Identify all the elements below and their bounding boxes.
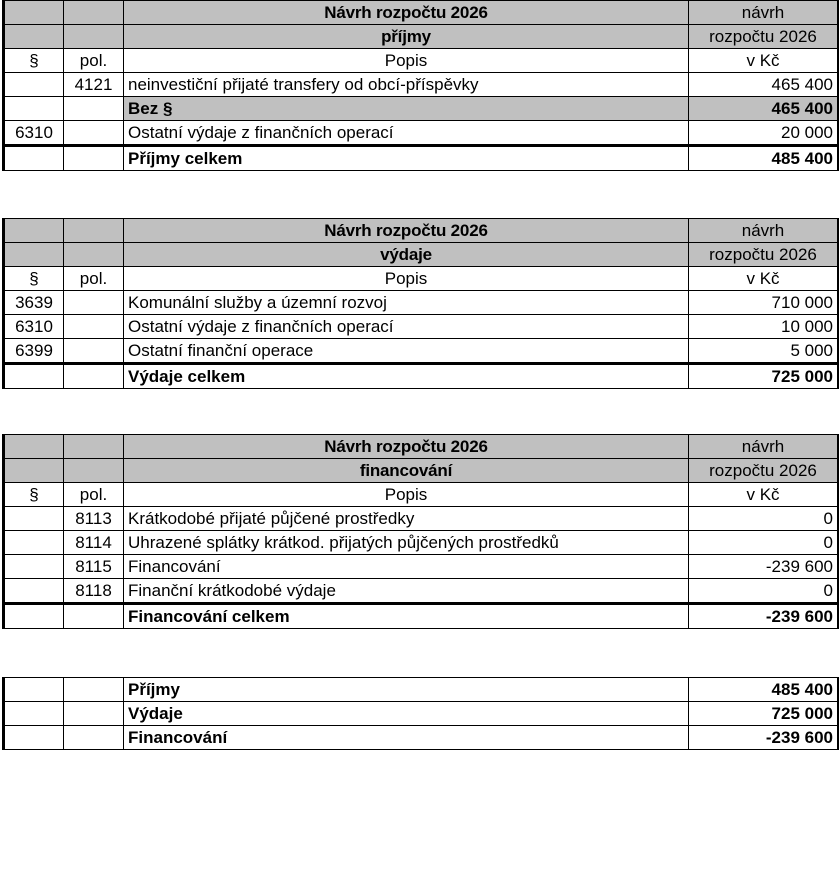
cell-value: 465 400: [689, 73, 839, 97]
table-subtitle: příjmy: [124, 25, 689, 49]
table-subtitle: financování: [124, 459, 689, 483]
column-label-pol: pol.: [64, 267, 124, 291]
cell-par: [4, 97, 64, 121]
cell-value: 0: [689, 507, 839, 531]
table-prijmy: [2, 0, 839, 171]
cell-pol: 8114: [64, 531, 124, 555]
total-value: -239 600: [689, 604, 839, 629]
header-right-line1: návrh: [689, 435, 839, 459]
table-header-row-subtitle: [4, 459, 839, 483]
column-label-val: v Kč: [689, 267, 839, 291]
header-right-line2: rozpočtu 2026: [689, 25, 839, 49]
header-par-blank-2: [4, 25, 64, 49]
header-par-blank-2: [4, 459, 64, 483]
cell-value: 710 000: [689, 291, 839, 315]
summary-row: [4, 726, 839, 750]
table-row: [4, 315, 839, 339]
table-row: [4, 507, 839, 531]
header-pol-blank-2: [64, 459, 124, 483]
cell-desc: Krátkodobé přijaté půjčené prostředky: [124, 507, 689, 531]
column-label-pol: pol.: [64, 49, 124, 73]
header-right-line2: rozpočtu 2026: [689, 243, 839, 267]
table-total-row: [4, 146, 839, 171]
cell-pol: 8118: [64, 579, 124, 604]
header-right-line1: návrh: [689, 1, 839, 25]
table-row: [4, 291, 839, 315]
total-label: Příjmy celkem: [124, 146, 689, 171]
cell-par: [4, 507, 64, 531]
cell-value: 10 000: [689, 315, 839, 339]
summary-row: [4, 702, 839, 726]
table-header-row-title: [4, 1, 839, 25]
column-label-desc: Popis: [124, 49, 689, 73]
column-label-par: §: [4, 49, 64, 73]
table-title: Návrh rozpočtu 2026: [124, 219, 689, 243]
cell-desc: neinvestiční přijaté transfery od obcí-příspěvky: [124, 73, 689, 97]
cell-par: 3639: [4, 291, 64, 315]
summary-label: Příjmy: [124, 678, 689, 702]
header-par-blank: [4, 219, 64, 243]
table-title: Návrh rozpočtu 2026: [124, 435, 689, 459]
table-row: [4, 579, 839, 604]
column-label-val: v Kč: [689, 49, 839, 73]
table-vydaje: [2, 218, 839, 389]
total-value: 725 000: [689, 364, 839, 389]
cell-desc: Uhrazené splátky krátkod. přijatých půjčených prostředků: [124, 531, 689, 555]
cell-pol: [64, 339, 124, 364]
column-label-row: [4, 49, 839, 73]
cell-par: [4, 726, 64, 750]
header-pol-blank-2: [64, 243, 124, 267]
table-gap: [0, 389, 839, 434]
table-total-row: [4, 604, 839, 629]
cell-pol: [64, 604, 124, 629]
header-pol-blank: [64, 219, 124, 243]
summary-value: 725 000: [689, 702, 839, 726]
table-header-row-subtitle: [4, 25, 839, 49]
cell-value: 0: [689, 531, 839, 555]
table-header-row-title: [4, 435, 839, 459]
cell-par: 6399: [4, 339, 64, 364]
table-title: Návrh rozpočtu 2026: [124, 1, 689, 25]
table-financovani: [2, 434, 839, 629]
cell-pol: 8113: [64, 507, 124, 531]
cell-pol: [64, 121, 124, 146]
table-gap: [0, 629, 839, 677]
header-right-line2: rozpočtu 2026: [689, 459, 839, 483]
cell-pol: [64, 678, 124, 702]
cell-desc: Financování: [124, 555, 689, 579]
summary-value: 485 400: [689, 678, 839, 702]
cell-par: 6310: [4, 315, 64, 339]
cell-desc: Bez §: [124, 97, 689, 121]
cell-desc: Finanční krátkodobé výdaje: [124, 579, 689, 604]
cell-par: [4, 73, 64, 97]
column-label-val: v Kč: [689, 483, 839, 507]
cell-pol: [64, 146, 124, 171]
table-gap: [0, 171, 839, 218]
table-header-row-title: [4, 219, 839, 243]
total-label: Výdaje celkem: [124, 364, 689, 389]
cell-value: 0: [689, 579, 839, 604]
table-row: [4, 555, 839, 579]
cell-desc: Ostatní finanční operace: [124, 339, 689, 364]
cell-value: 20 000: [689, 121, 839, 146]
column-label-par: §: [4, 267, 64, 291]
table-subtitle: výdaje: [124, 243, 689, 267]
header-par-blank-2: [4, 243, 64, 267]
column-label-desc: Popis: [124, 267, 689, 291]
table-row: [4, 531, 839, 555]
header-right-line1: návrh: [689, 219, 839, 243]
cell-pol: [64, 726, 124, 750]
total-value: 485 400: [689, 146, 839, 171]
cell-pol: 8115: [64, 555, 124, 579]
column-label-row: [4, 483, 839, 507]
cell-pol: [64, 315, 124, 339]
table-summary: [2, 677, 839, 750]
cell-par: [4, 146, 64, 171]
header-pol-blank-2: [64, 25, 124, 49]
summary-label: Výdaje: [124, 702, 689, 726]
column-label-pol: pol.: [64, 483, 124, 507]
cell-par: 6310: [4, 121, 64, 146]
column-label-row: [4, 267, 839, 291]
cell-par: [4, 364, 64, 389]
cell-par: [4, 604, 64, 629]
cell-desc: Ostatní výdaje z finančních operací: [124, 121, 689, 146]
cell-par: [4, 678, 64, 702]
summary-value: -239 600: [689, 726, 839, 750]
cell-value: 465 400: [689, 97, 839, 121]
summary-label: Financování: [124, 726, 689, 750]
cell-par: [4, 702, 64, 726]
table-row-subtotal: [4, 97, 839, 121]
cell-pol: 4121: [64, 73, 124, 97]
table-row: [4, 121, 839, 146]
header-pol-blank: [64, 1, 124, 25]
cell-par: [4, 531, 64, 555]
cell-value: 5 000: [689, 339, 839, 364]
cell-par: [4, 555, 64, 579]
header-pol-blank: [64, 435, 124, 459]
header-par-blank: [4, 1, 64, 25]
cell-pol: [64, 291, 124, 315]
column-label-par: §: [4, 483, 64, 507]
header-par-blank: [4, 435, 64, 459]
cell-par: [4, 579, 64, 604]
cell-pol: [64, 702, 124, 726]
cell-value: -239 600: [689, 555, 839, 579]
cell-pol: [64, 97, 124, 121]
table-total-row: [4, 364, 839, 389]
cell-desc: Ostatní výdaje z finančních operací: [124, 315, 689, 339]
table-row: [4, 73, 839, 97]
table-row: [4, 339, 839, 364]
summary-row: [4, 678, 839, 702]
column-label-desc: Popis: [124, 483, 689, 507]
cell-desc: Komunální služby a územní rozvoj: [124, 291, 689, 315]
table-header-row-subtitle: [4, 243, 839, 267]
total-label: Financování celkem: [124, 604, 689, 629]
cell-pol: [64, 364, 124, 389]
